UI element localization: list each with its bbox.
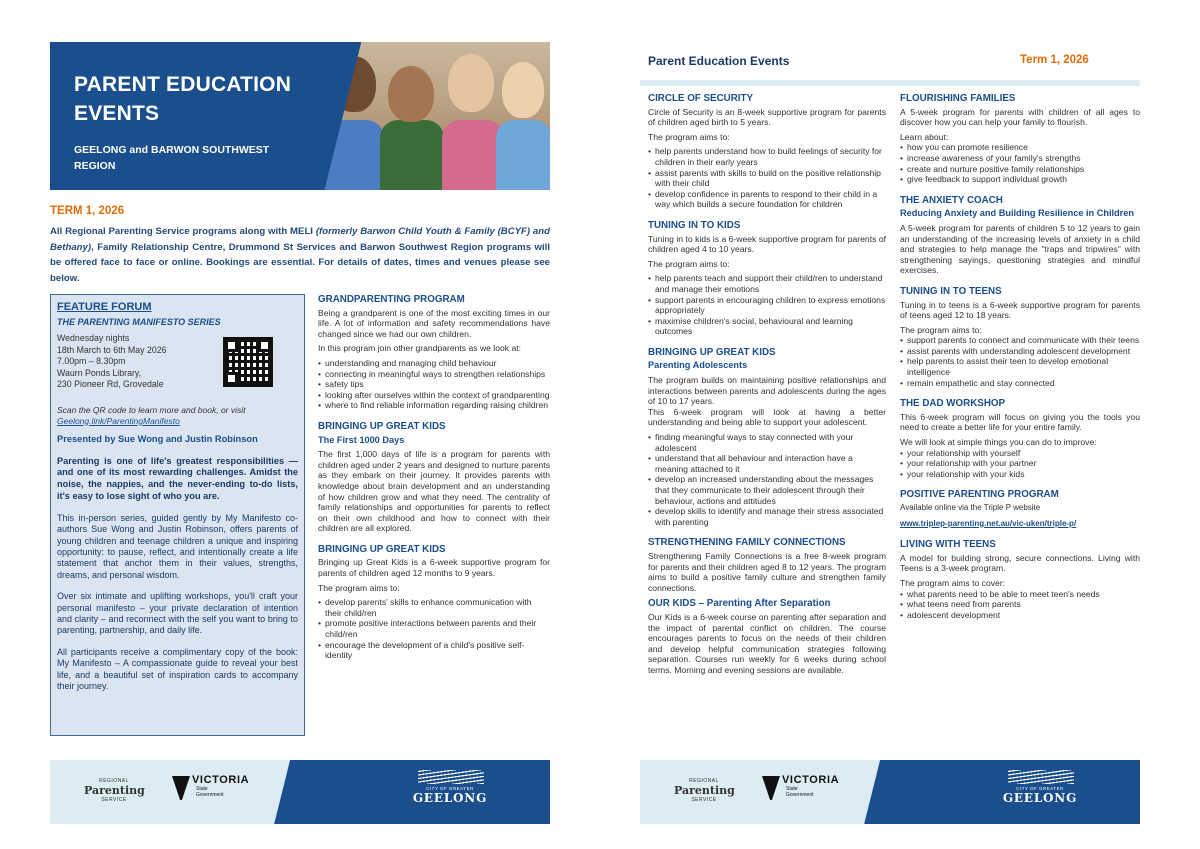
bullet-list	[900, 448, 1140, 480]
bullet-list	[318, 597, 550, 661]
list-item: • your relationship with yourself	[900, 448, 1140, 459]
list-item: • adolescent development	[900, 610, 1140, 621]
section-heading: BRINGING UP GREAT KIDS	[318, 543, 446, 555]
list-item: • develop parents' skills to enhance communication with their child/ren	[318, 597, 550, 618]
page2-right-column	[900, 94, 1140, 631]
logo-text: REGIONAL	[689, 778, 719, 784]
section-text: This 6-week program will look at having a better understanding and being able to support your adolescent.	[648, 406, 886, 428]
tuning-in-to-teens-section	[900, 287, 1140, 388]
scan-instructions: Scan the QR code to learn more and book, or visit	[57, 404, 246, 415]
list-item: • develop confidence in parents to respond to their child in a way which builds a secure foundation for children	[648, 189, 886, 210]
photo-figure	[442, 120, 504, 190]
list-item: • support parents to connect and communicate with their teens	[900, 335, 1140, 346]
logo-text: State	[196, 786, 208, 792]
logo-text: VICTORIA	[192, 774, 250, 786]
circle-of-security-section	[648, 94, 886, 210]
list-item: • increase awareness of your family's strengths	[900, 153, 1140, 164]
logo-text: SERVICE	[101, 797, 127, 803]
section-text: The program aims to:	[648, 258, 730, 269]
section-text: A 5-week program for parents of children 5 to 12 years to gain an understanding of the increasing levels of anxiety in a child and strategies to help manage the "traps and tripwires" with strengthening sayings, questioning strategies and mindful exercises.	[900, 222, 1140, 276]
section-text: The program aims to:	[648, 131, 730, 142]
logo-text: REGIONAL	[99, 778, 129, 784]
section-subheading: Parenting Adolescents	[648, 360, 748, 371]
section-text: The program builds on maintaining positive relationships and interactions between parents and adolescents during the ages of 10 to 17 years.	[648, 375, 886, 407]
parenting-adolescents-section	[648, 348, 886, 528]
victoria-government-logo	[762, 774, 840, 798]
list-item: • understanding and managing child behaviour	[318, 358, 550, 369]
bullet-list	[648, 273, 886, 337]
photo-figure	[496, 120, 550, 190]
list-item: • promote positive interactions between parents and their child/ren	[318, 618, 550, 639]
page1-right-column	[318, 295, 550, 672]
section-text: This 6-week program will focus on giving you the tools you need to create a better life for your entire family.	[900, 411, 1140, 433]
forum-venue: Waurn Ponds Library,	[57, 367, 142, 378]
section-text: Available online via the Triple P website	[900, 503, 1041, 512]
list-item: • your relationship with your partner	[900, 458, 1140, 469]
section-heading: THE ANXIETY COACH	[900, 194, 1003, 206]
section-text: Being a grandparent is one of the most exciting times in our life. A lot of information and safety recommendations have changed since we had our own children.	[318, 307, 550, 339]
qr-finder	[258, 339, 271, 352]
logo-text: Government	[196, 792, 224, 798]
list-item: • assist parents with skills to build on the positive relationship with their child	[648, 168, 886, 189]
section-subheading: The First 1000 Days	[318, 434, 405, 445]
photo-figure	[388, 66, 434, 122]
photo-figure	[448, 54, 494, 112]
section-heading: GRANDPARENTING PROGRAM	[318, 294, 465, 305]
logo-text: Parenting	[84, 784, 145, 797]
section-heading: POSITIVE PARENTING PROGRAM	[900, 489, 1059, 501]
forum-details	[57, 333, 217, 391]
victoria-icon	[172, 776, 190, 800]
list-item: • how you can promote resilience	[900, 142, 1140, 153]
geelong-wave-icon	[418, 770, 484, 784]
section-text: Our Kids is a 6-week course on parenting after separation and the impact of parental conflict on children. The course encourages parents to focus on the needs of their children and develop helpful communication strategies following separation. Courses run weekly for 6 weeks during school terms. Morning and evening sessions are available.	[648, 611, 886, 675]
victoria-icon	[762, 776, 780, 800]
section-heading: STRENGTHENING FAMILY CONNECTIONS	[648, 537, 846, 549]
list-item: • looking after ourselves within the context of grandparenting	[318, 390, 550, 401]
list-item: • your relationship with your kids	[900, 469, 1140, 480]
forum-day: Wednesday nights	[57, 333, 130, 343]
intro-paragraph	[50, 224, 550, 286]
page2-title: Parent Education Events	[648, 54, 790, 68]
section-text: We will look at simple things you can do to improve:	[900, 437, 1097, 448]
list-item: • connecting in meaningful ways to strengthen relationships	[318, 369, 550, 380]
qr-code-icon[interactable]	[223, 337, 273, 387]
forum-paragraph: This in-person series, guided gently by My Manifesto co-authors Sue Wong and Justin Robinson, offers parents of young children and teenage children a unique and inspiring opportunity: to pause, reflect, and intentionally create a life statement that anchor them in their values, strengths, dreams, and personal wisdom.	[57, 512, 298, 580]
list-item: • assist parents with understanding adolescent development	[900, 346, 1140, 357]
list-item: • develop skills to identify and manage their stress associated with parenting	[648, 506, 886, 527]
section-text: Tuning in to teens is a 6-week supportive program for parents of teens aged 12 to 18 years.	[900, 299, 1140, 321]
header-divider	[640, 80, 1140, 86]
list-item: • finding meaningful ways to stay connected with your adolescent	[648, 432, 886, 453]
forum-subtitle: THE PARENTING MANIFESTO SERIES	[57, 317, 221, 327]
footer-logos	[640, 760, 1140, 824]
section-heading: OUR KIDS – Parenting After Separation	[648, 598, 831, 610]
section-text: Tuning in to kids is a 6-week supportive program for parents of children aged 4 to 10 years.	[648, 233, 886, 255]
section-heading: TUNING IN TO KIDS	[648, 219, 741, 231]
section-heading: CIRCLE OF SECURITY	[648, 93, 754, 104]
list-item: • understand that all behaviour and interaction have a meaning attached to it	[648, 453, 886, 474]
list-item: • maximise children's social, behavioural and learning outcomes	[648, 316, 886, 337]
forum-paragraph: All participants receive a complimentary copy of the book: My Manifesto – A compassionate guide to reveal your best life, and a beautiful set of inspiration cards to accompany their journey.	[57, 646, 298, 691]
term-label: TERM 1, 2026	[50, 205, 125, 217]
list-item: • help parents teach and support their child/ren to understand and manage their emotions	[648, 273, 886, 294]
section-subheading: Reducing Anxiety and Building Resilience in Children	[900, 208, 1134, 219]
logo-text: CITY OF GREATER	[1016, 786, 1064, 791]
bullet-list	[900, 142, 1140, 184]
anxiety-coach-section	[900, 196, 1140, 276]
logo-text: State	[786, 786, 798, 792]
page-title: PARENT EDUCATION EVENTS	[74, 73, 292, 125]
section-heading: LIVING WITH TEENS	[900, 539, 996, 551]
list-item: • where to find reliable information regarding raising children	[318, 400, 550, 411]
triple-p-link[interactable]: www.triplep-parenting.net.au/vic-uken/triple-p/	[900, 518, 1077, 528]
page-2	[640, 42, 1140, 824]
intro-text-2: , Family Relationship Centre, Drummond St Services and Barwon Southwest Region programs will be offered face to face or online. Bookings are essential. For details of dates, times and venues please see below.	[50, 241, 550, 284]
logo-text: CITY OF GREATER	[426, 786, 474, 791]
list-item: • create and nurture positive family relationships	[900, 164, 1140, 175]
dad-workshop-section	[900, 399, 1140, 479]
list-item: • what parents need to be able to meet teen's needs	[900, 589, 1140, 600]
section-heading: THE DAD WORKSHOP	[900, 398, 1006, 410]
section-text: A model for building strong, secure connections. Living with Teens is a 3-week program.	[900, 552, 1140, 574]
forum-title: FEATURE FORUM	[57, 301, 152, 313]
bullet-list	[648, 432, 886, 527]
logo-text: GEELONG	[412, 791, 488, 805]
logo-text: VICTORIA	[782, 774, 840, 786]
regional-parenting-logo	[674, 778, 734, 803]
forum-time: 7.00pm – 8.30pm	[57, 356, 126, 366]
list-item: • help parents to assist their teen to develop emotional intelligence	[900, 356, 1140, 377]
living-with-teens-section	[900, 540, 1140, 620]
list-item: • give feedback to support individual growth	[900, 174, 1140, 185]
triple-p-section	[900, 490, 1140, 529]
logo-text: Parenting	[674, 784, 735, 797]
footer-logos	[50, 760, 550, 824]
forum-address: 230 Pioneer Rd, Grovedale	[57, 379, 164, 389]
forum-lead: Parenting is one of life's greatest responsibilities — and one of its most rewarding challenges. Amidst the noise, the nappies, and the never-ending to-do lists, it's easy to lose sight of who you are.	[57, 455, 298, 501]
regional-parenting-logo	[84, 778, 144, 803]
our-kids-section	[648, 599, 886, 675]
bullet-list	[648, 146, 886, 210]
feature-forum-box	[50, 294, 305, 736]
bullet-list	[900, 335, 1140, 388]
section-text: A 5-week program for parents with children of all ages to discover how you can help your family to flourish.	[900, 106, 1140, 128]
flourishing-families-section	[900, 94, 1140, 185]
page2-left-column	[648, 94, 886, 687]
section-heading: TUNING IN TO TEENS	[900, 285, 1002, 297]
forum-presenters: Presented by Sue Wong and Justin Robinson	[57, 433, 258, 444]
section-text: The first 1,000 days of life is a program for parents with children aged under 2 years and designed to nurture parents as they embark on their journey. It provides parents with knowledge about brain development and an understanding of how children grow and what they need. The centrality of family relationships and opportunities for parents to reflect on their own childhood and how to connect with their children are all explored.	[318, 449, 550, 534]
section-text: The program aims to:	[900, 324, 982, 335]
intro-italic: (formerly Barwon Child Youth & Family (BCYF) and Bethany)	[50, 226, 550, 253]
page2-term: Term 1, 2026	[1020, 54, 1089, 66]
qr-finder	[225, 339, 238, 352]
list-item: • develop an increased understanding about the messages that they communicate to their adolescent through their behaviour, actions and attitudes	[648, 474, 886, 506]
grandparenting-section	[318, 295, 550, 411]
section-text: Strengthening Family Connections is a free 8-week program for parents and their children aged 8 to 12 years. The program aims to build a positive family culture and strengthen family connections.	[648, 550, 886, 593]
section-heading: BRINGING UP GREAT KIDS	[318, 420, 446, 432]
tuning-in-to-kids-section	[648, 221, 886, 337]
section-heading: BRINGING UP GREAT KIDS	[648, 346, 776, 358]
manifesto-link[interactable]: Geelong.link/ParentingManifesto	[57, 415, 180, 426]
section-text: Bringing up Great Kids is a 6-week supportive program for parents of children aged 12 months to 9 years.	[318, 557, 550, 579]
section-text: In this program join other grandparents as we look at:	[318, 343, 522, 354]
list-item: • support parents in encouraging children to express emotions appropriately	[648, 295, 886, 316]
section-text: Circle of Security is an 8-week supportive program for parents of children aged birth to 5 years.	[648, 106, 886, 128]
logo-text: GEELONG	[1002, 791, 1078, 805]
hero-banner	[50, 42, 550, 190]
geelong-wave-icon	[1008, 770, 1074, 784]
bringing-up-great-kids-section	[318, 545, 550, 661]
section-heading: FLOURISHING FAMILIES	[900, 93, 1016, 104]
list-item: • remain empathetic and stay connected	[900, 378, 1140, 389]
photo-figure	[380, 120, 444, 190]
forum-scan-text	[57, 405, 298, 427]
bullet-list	[900, 589, 1140, 621]
section-text: Learn about:	[900, 131, 949, 142]
strengthening-family-section	[648, 538, 886, 593]
geelong-logo	[1000, 786, 1080, 805]
first-1000-days-section	[318, 422, 550, 534]
photo-figure	[502, 62, 544, 118]
page-1	[50, 42, 550, 824]
victoria-government-logo	[172, 774, 250, 798]
list-item: • what teens need from parents	[900, 599, 1140, 610]
list-item: • encourage the development of a child's positive self-identity	[318, 640, 550, 661]
qr-finder	[225, 372, 238, 385]
geelong-logo	[410, 786, 490, 805]
intro-text-1: All Regional Parenting Service programs along with MELI	[50, 226, 316, 237]
section-text: The program aims to cover:	[900, 577, 1006, 588]
list-item: • help parents understand how to build feelings of security for children in their early years	[648, 146, 886, 167]
section-text: The program aims to:	[318, 582, 400, 593]
forum-paragraph: Over six intimate and uplifting workshops, you'll craft your personal manifesto – your private declaration of intention and clarity – and reconnect with the self you want to bring to parenting, partnership, and daily life.	[57, 591, 298, 636]
forum-dates: 18th March to 6th May 2026	[57, 344, 167, 355]
bullet-list	[318, 358, 550, 411]
logo-text: SERVICE	[691, 797, 717, 803]
list-item: • safety tips	[318, 379, 550, 390]
region-subtitle: GEELONG and BARWON SOUTHWEST REGION	[74, 144, 270, 172]
logo-text: Government	[786, 792, 814, 798]
